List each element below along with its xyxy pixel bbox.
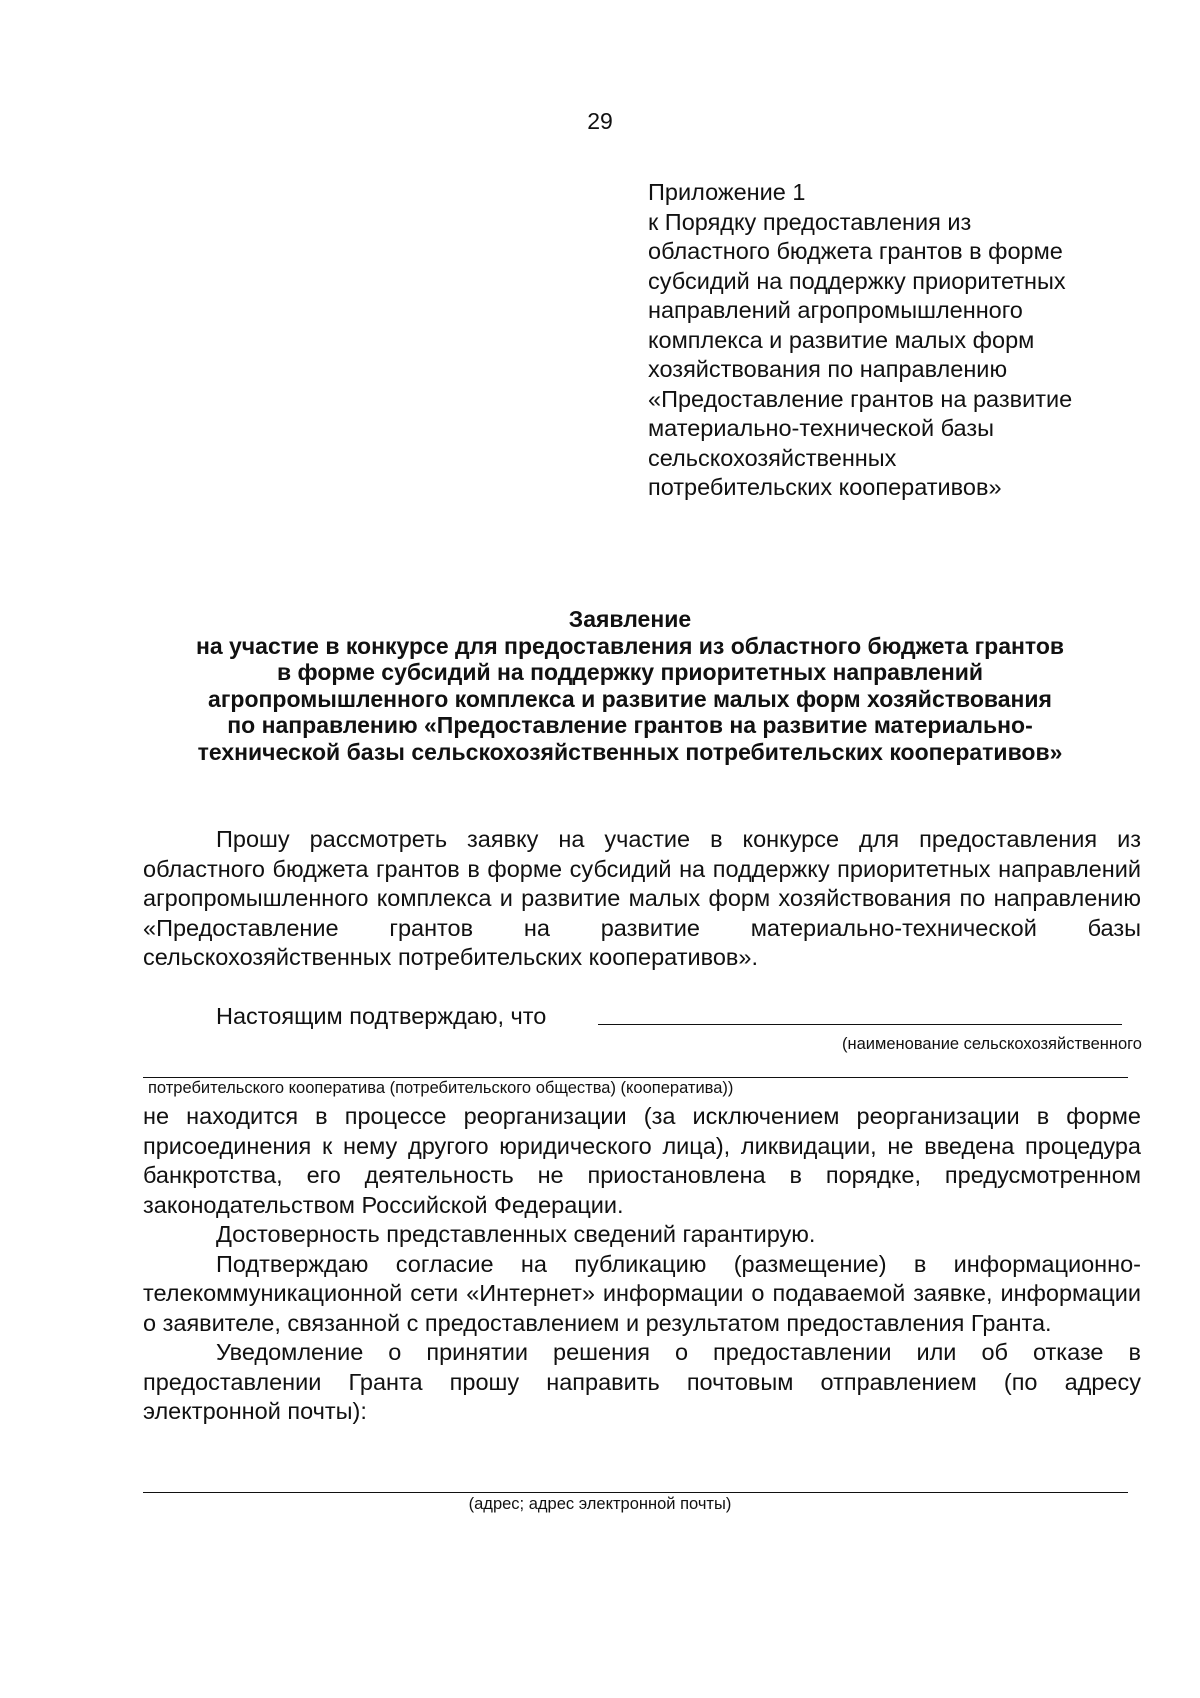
title-line: агропромышленного комплекса и развитие малых форм хозяйствования	[208, 685, 1052, 712]
document-title	[130, 606, 1130, 765]
appendix-line: «Предоставление грантов на развитие	[648, 385, 1073, 412]
cooperative-name-field-continued[interactable]	[143, 1077, 1128, 1078]
appendix-line: потребительских кооперативов»	[648, 474, 1002, 500]
appendix-line: сельскохозяйственных	[648, 444, 897, 471]
confirm-line	[143, 1002, 1141, 1032]
appendix-line: комплекса и развитие малых форм	[648, 326, 1035, 353]
notification-paragraph: Уведомление о принятии решения о предоставлении или об отказе в предоставлении Гранта прошу направить почтовым отправлением (по адресу электронной почты):	[143, 1339, 1141, 1424]
page-number: 29	[587, 108, 613, 134]
appendix-line: к Порядку предоставления из	[648, 208, 972, 235]
cooperative-name-field[interactable]	[598, 1024, 1122, 1025]
appendix-line: Приложение 1	[648, 179, 806, 205]
address-caption: (адрес; адрес электронной почты)	[468, 1495, 732, 1513]
declaration-paragraph: не находится в процессе реорганизации (за исключением реорганизации в форме присоединения к нему другого юридического лица), ликвидации, не введена процедура банкротства, его деятельность не приостановлена в порядке, предусмотренном законодательством Российской Федерации.	[143, 1103, 1141, 1218]
declaration-block	[143, 1102, 1141, 1427]
publication-consent-paragraph: Подтверждаю согласие на публикацию (размещение) в информационно-телекоммуникационной сети «Интернет» информации о подаваемой заявке, информации о заявителе, связанной с предоставлением и результатом предоставления Гранта.	[143, 1250, 1141, 1336]
title-line: на участие в конкурсе для предоставления из областного бюджета грантов	[195, 632, 1065, 659]
cooperative-name-caption-continued: потребительского кооператива (потребительского общества) (кооператива))	[148, 1079, 734, 1097]
request-paragraph: Прошу рассмотреть заявку на участие в конкурсе для предоставления из областного бюджета грантов в форме субсидий на поддержку приоритетных направлений агропромышленного комплекса и развитие малых форм хозяйствования по направлению «Предоставление грантов на развитие материально-технической базы сельскохозяйственных потребительских кооперативов».	[143, 826, 1141, 970]
title-line: по направлению «Предоставление грантов на развитие материально-	[227, 712, 1033, 738]
cooperative-name-caption: (наименование сельскохозяйственного	[842, 1035, 1142, 1053]
title-line: в форме субсидий на поддержку приоритетных направлений	[276, 659, 984, 685]
appendix-line: материально-технической базы	[648, 415, 995, 441]
title-line: технической базы сельскохозяйственных потребительских кооперативов»	[197, 738, 1063, 765]
request-paragraph-block	[143, 825, 1141, 973]
confirm-label: Настоящим подтверждаю, что	[216, 1003, 547, 1029]
guarantee-paragraph: Достоверность представленных сведений гарантирую.	[216, 1221, 816, 1247]
title-line: Заявление	[568, 606, 692, 632]
appendix-line: хозяйствования по направлению	[648, 356, 1008, 382]
appendix-heading	[648, 178, 1168, 503]
address-field[interactable]	[143, 1492, 1128, 1493]
appendix-line: субсидий на поддержку приоритетных	[648, 267, 1066, 294]
appendix-line: направлений агропромышленного	[648, 297, 1023, 323]
appendix-line: областного бюджета грантов в форме	[648, 238, 1063, 264]
